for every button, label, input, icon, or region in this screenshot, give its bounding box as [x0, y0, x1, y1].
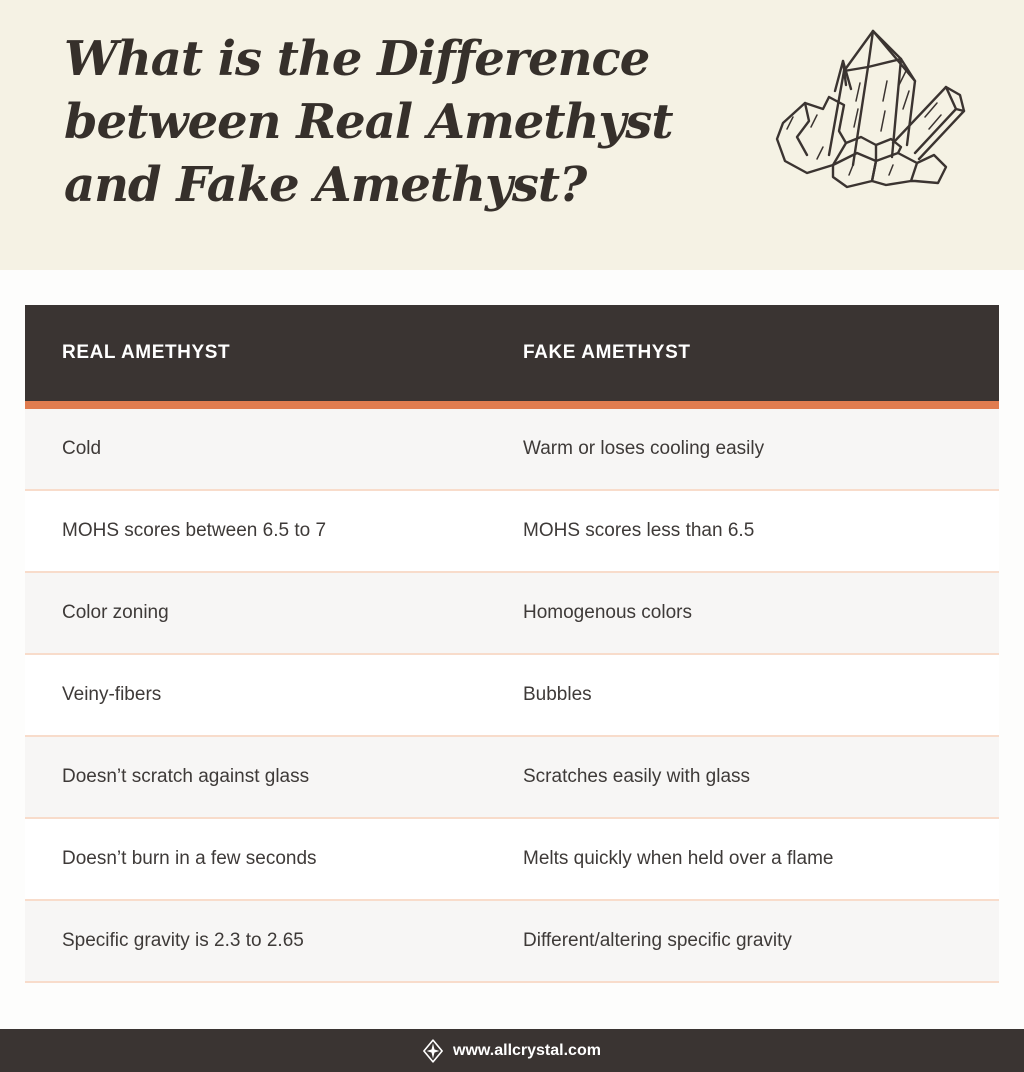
cell-fake: Bubbles — [523, 684, 592, 705]
cell-fake: Different/altering specific gravity — [523, 930, 792, 951]
website-link[interactable]: www.allcrystal.com — [453, 1041, 601, 1059]
accent-divider-bar — [25, 401, 999, 409]
column-header-fake-amethyst: FAKE AMETHYST — [523, 342, 691, 363]
title-line-2: between Real Amethyst — [64, 94, 673, 150]
page-title — [64, 28, 672, 217]
cell-fake: Melts quickly when held over a flame — [523, 848, 834, 869]
table-row — [25, 819, 999, 901]
table-row — [25, 573, 999, 655]
cell-real: Doesn’t burn in a few seconds — [62, 848, 317, 869]
table-row — [25, 409, 999, 491]
cell-real: Doesn’t scratch against glass — [62, 766, 310, 787]
cell-fake: Scratches easily with glass — [523, 766, 751, 787]
title-line-3: and Fake Amethyst? — [64, 157, 587, 213]
cell-fake: MOHS scores less than 6.5 — [523, 520, 755, 541]
title-line-1: What is the Difference — [64, 31, 650, 87]
table-row — [25, 491, 999, 573]
content-area — [0, 305, 1024, 983]
cell-real: Veiny-fibers — [62, 684, 162, 705]
cell-fake: Warm or loses cooling easily — [523, 438, 765, 459]
table-row — [25, 737, 999, 819]
crystal-cluster-illustration-icon — [749, 25, 969, 220]
column-header-real-amethyst: REAL AMETHYST — [62, 342, 231, 363]
cell-fake: Homogenous colors — [523, 602, 692, 623]
table-row — [25, 901, 999, 983]
footer-bar — [0, 1029, 1024, 1072]
cell-real: Cold — [62, 438, 102, 459]
table-row — [25, 655, 999, 737]
table-header-row — [25, 305, 999, 401]
cell-real: Specific gravity is 2.3 to 2.65 — [62, 930, 304, 951]
comparison-table — [25, 305, 999, 983]
hero-section — [0, 0, 1024, 270]
cell-real: Color zoning — [62, 602, 169, 623]
cell-real: MOHS scores between 6.5 to 7 — [62, 520, 327, 541]
gem-icon — [423, 1039, 443, 1063]
